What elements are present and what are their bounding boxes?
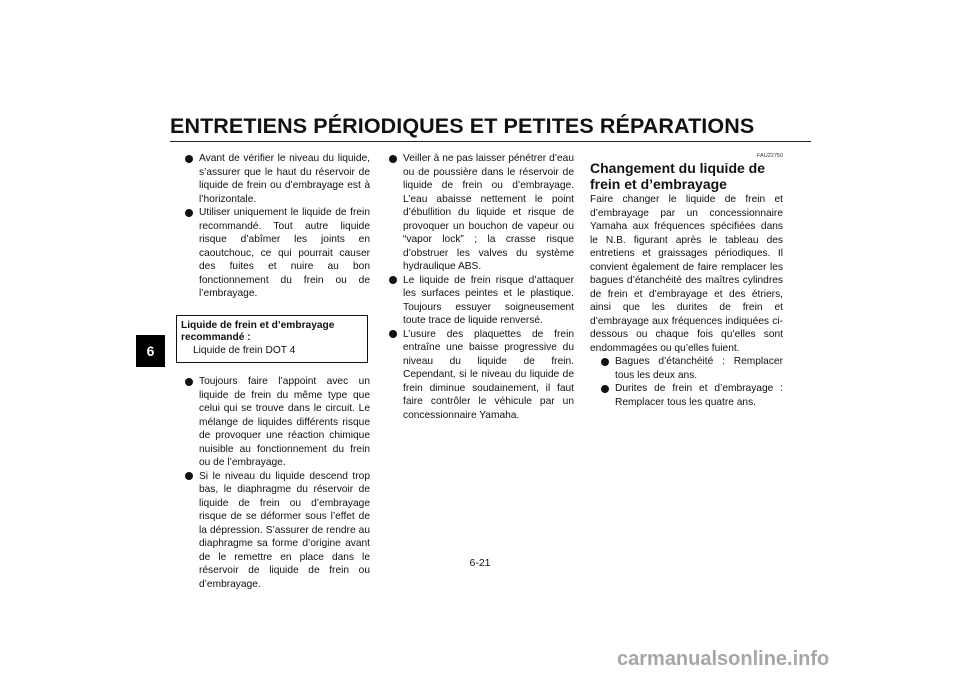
- list-item-text: Durites de frein et d’embrayage : Remplacer tous les quatre ans.: [615, 383, 783, 408]
- bullet-icon: [389, 330, 397, 338]
- list-item-text: Avant de vérifier le niveau du liquide, s’assurer que le haut du réservoir de liquide de frein ou d’embrayage est à l’horizontale.: [199, 153, 370, 205]
- list-item: [182, 206, 370, 301]
- list-item: [182, 470, 370, 592]
- section-heading: Changement du liquide de frein et d’embrayage: [590, 160, 766, 192]
- page-number: 6-21: [469, 557, 491, 569]
- chapter-tab: 6: [136, 335, 165, 367]
- list-item-text: Toujours faire l’appoint avec un liquide de frein du même type que celui qui se trouve dans le circuit. Le mélange de liquides différents risque de provoquer une réaction chimique nuisible au fonctionnement du frein ou de l’embrayage.: [199, 376, 370, 468]
- list-item-text: Le liquide de frein risque d’attaquer les surfaces peintes et le plastique. Toujours essuyer soigneusement toute trace de liquide renversé.: [403, 274, 574, 326]
- list-item: [386, 152, 574, 274]
- list-item: [182, 152, 370, 206]
- recommended-fluid-box: [176, 315, 368, 364]
- bullet-icon: [185, 155, 193, 163]
- bullet-icon: [601, 385, 609, 393]
- section-paragraph: Faire changer le liquide de frein et d’embrayage par un concessionnaire Yamaha aux fréquences spécifiées dans le N.B. figurant après le tableau des entretiens et graissages périodiques. Il convient également de faire remplacer les bagues d’étanchéité des maîtres cylindres de frein et d’embrayage et des étriers, ainsi que les durites de frein et d’embrayage aux fréquences indiquées ci-dessous ou chaque fois qu’elles sont endommagées ou qu’elles fuient.: [590, 194, 783, 354]
- list-item-text: Bagues d’étanchéité : Remplacer tous les deux ans.: [615, 356, 783, 381]
- bullet-icon: [601, 358, 609, 366]
- list-item-text: Si le niveau du liquide descend trop bas, le diaphragme du réservoir de liquide de frein ou d’embrayage risque de se déformer sous l’effet de la dépression. S’assurer de rendre au diaphragme sa forme d’origine avant de le remettre en place dans le réservoir de liquide de frein ou d’embrayage.: [199, 470, 370, 590]
- spec-label: Liquide de frein et d’embrayage recommandé :: [181, 319, 335, 343]
- list-item-text: Utiliser uniquement le liquide de frein recommandé. Tout autre liquide risque d’abîmer les joints en caoutchouc, ce qui pourrait causer des fuites et nuire au bon fonctionnement du frein ou de l’embrayage.: [199, 207, 370, 299]
- watermark: carmanualsonline.info: [617, 648, 830, 670]
- list-item: [182, 375, 370, 470]
- list-item: [386, 328, 574, 423]
- title-rule: [170, 141, 811, 142]
- list-item: [598, 355, 783, 382]
- middle-column: [386, 152, 574, 422]
- bullet-icon: [185, 378, 193, 386]
- bullet-icon: [389, 276, 397, 284]
- bullet-icon: [185, 209, 193, 217]
- list-item-text: Veiller à ne pas laisser pénétrer d’eau ou de poussière dans le réservoir de liquide de frein ou d’embrayage. L’eau abaisse nettement le point d’ébullition du liquide et risque de provoquer un bouchon de vapeur ou “vapor lock” ; la crasse risque d’obstruer les valves du système hydraulique ABS.: [403, 153, 574, 272]
- right-column: [590, 152, 783, 409]
- bullet-icon: [185, 472, 193, 480]
- left-column: [182, 152, 370, 591]
- list-item: [386, 274, 574, 328]
- spec-value: Liquide de frein DOT 4: [193, 344, 296, 356]
- list-item-text: L’usure des plaquettes de frein entraîne une baisse progressive du niveau du liquide de frein. Cependant, si le niveau du liquide de frein diminue soudainement, il faut faire contrôler le véhicule par un concessionnaire Yamaha.: [403, 328, 574, 421]
- bullet-icon: [389, 155, 397, 163]
- reference-code: FAU22750: [757, 153, 783, 159]
- page-title: ENTRETIENS PÉRIODIQUES ET PETITES RÉPARATIONS: [170, 114, 755, 138]
- list-item: [598, 382, 783, 409]
